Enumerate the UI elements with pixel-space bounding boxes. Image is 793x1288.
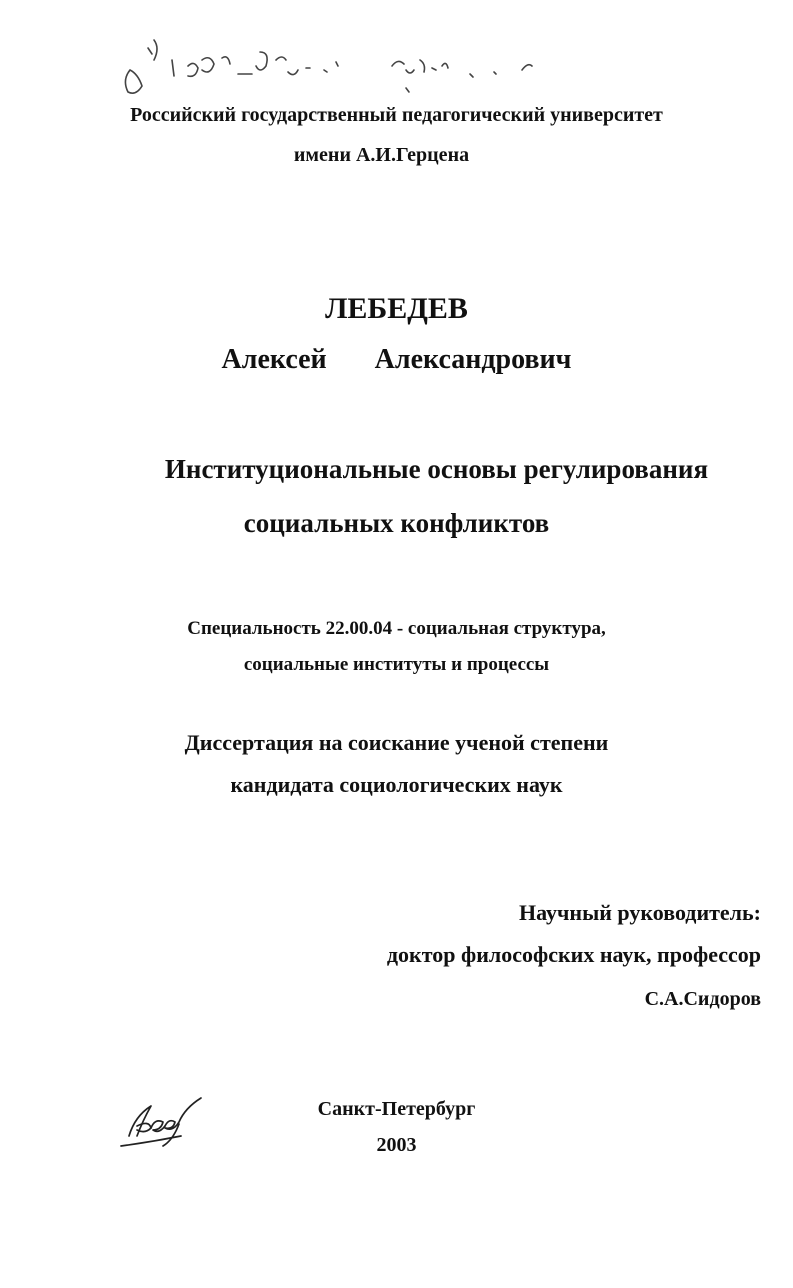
specialty-line2: социальные институты и процессы bbox=[243, 654, 550, 675]
specialty-line1: Специальность 22.00.04 - социальная структура, bbox=[187, 618, 606, 639]
university-name-line1: Российский государственный педагогический университет bbox=[130, 104, 663, 126]
thesis-title-line1-text: Институциональные основы регулирования bbox=[164, 454, 709, 484]
author-name-row bbox=[0, 344, 793, 376]
thesis-title-line1 bbox=[0, 454, 793, 485]
handwritten-archive-number-icon bbox=[110, 30, 550, 100]
advisor-name: С.А.Сидоров bbox=[644, 988, 761, 1010]
advisor-credentials: доктор философских наук, профессор bbox=[386, 942, 761, 967]
university-name-line2 bbox=[0, 144, 793, 167]
city: Санкт-Петербург bbox=[317, 1098, 476, 1120]
author-surname: ЛЕБЕДЕВ bbox=[325, 292, 468, 325]
degree-line2: кандидата социологических наук bbox=[230, 772, 563, 797]
thesis-title-line2: социальных конфликтов bbox=[243, 508, 550, 538]
degree-line1: Диссертация на соискание ученой степени bbox=[184, 730, 609, 755]
author-first-name: Алексей bbox=[221, 344, 327, 375]
university-name-line2-text: имени А.И.Герцена bbox=[293, 144, 470, 166]
year: 2003 bbox=[376, 1134, 417, 1156]
author-patronymic: Александрович bbox=[374, 344, 572, 375]
advisor-heading: Научный руководитель: bbox=[519, 900, 761, 925]
